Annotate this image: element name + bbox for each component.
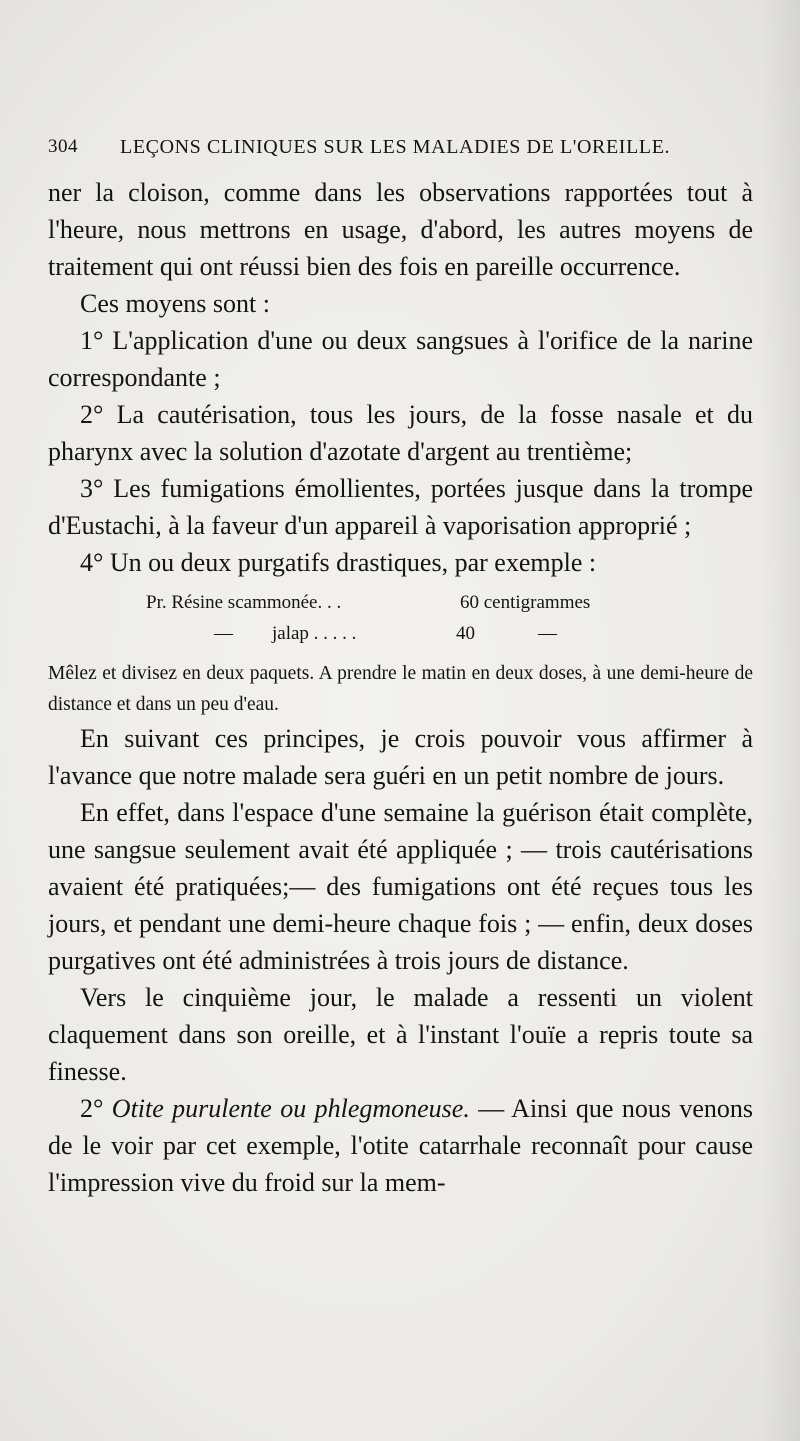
- note-text: Mêlez et divisez en deux paquets. A prendre le matin en deux doses, à une demi-heure de distance et dans un peu d'eau.: [48, 663, 753, 715]
- prescription-line-2: [48, 618, 753, 649]
- paragraph-9: Vers le cinquième jour, le malade a ressenti un violent claquement dans son oreille, et à l'instant l'ouïe a repris toute sa finesse.: [48, 983, 753, 1086]
- page-edge-shadow: [760, 0, 800, 1441]
- section-title: Otite purulente ou phlegmoneuse.: [111, 1094, 470, 1123]
- paragraph-1: ner la cloison, comme dans les observations rapportées tout à l'heure, nous mettrons en usage, d'abord, les autres moyens de traitement qui ont réussi bien des fois en pareille occurrence.: [48, 178, 753, 281]
- paragraph-8: En effet, dans l'espace d'une semaine la guérison était complète, une sangsue seulement avait été appliquée ; — trois cautérisations avaient été pratiquées;— des fumigations ont été reçues tous les jours, et pendant une demi-heure chaque fois ; — enfin, deux doses purgatives ont été administrées à trois jours de distance.: [48, 798, 753, 975]
- prescription-line-1: [48, 587, 753, 618]
- paragraph-5: 3° Les fumigations émollientes, portées jusque dans la trompe d'Eustachi, à la faveur d'un appareil à vaporisation approprié ;: [48, 474, 753, 540]
- prescription-amount-2: 40: [456, 623, 475, 644]
- prescription: [48, 587, 753, 649]
- paragraph-4: 2° La cautérisation, tous les jours, de la fosse nasale et du pharynx avec la solution d'azotate d'argent au trentième;: [48, 400, 753, 466]
- prescription-item-2: jalap . . . . .: [272, 623, 357, 644]
- prescription-amount-1: 60 centigrammes: [460, 592, 591, 613]
- paragraph-7: En suivant ces principes, je crois pouvoir vous affirmer à l'avance que notre malade sera guéri en un petit nombre de jours.: [48, 724, 753, 790]
- main-text: [48, 174, 753, 1201]
- prescription-item-1: Pr. Résine scammonée. . .: [146, 592, 342, 613]
- paragraph-3: 1° L'application d'une ou deux sangsues à l'orifice de la narine correspondante ;: [48, 326, 753, 392]
- page-number: 304: [48, 136, 78, 157]
- paragraph-6: 4° Un ou deux purgatifs drastiques, par exemple :: [80, 548, 597, 577]
- section-number: 2°: [80, 1094, 104, 1123]
- running-title: LEÇONS CLINIQUES SUR LES MALADIES DE L'OREILLE.: [120, 136, 671, 158]
- paragraph-10-text: — Ainsi que nous venons de le voir par cet exemple, l'otite catarrhale reconnaît pour cause l'impression vive du froid sur la mem-: [48, 1094, 754, 1197]
- paragraph-10: [48, 1090, 753, 1201]
- paragraph-2: Ces moyens sont :: [80, 289, 270, 318]
- running-header: [48, 136, 753, 166]
- prescription-ditto-1: —: [214, 623, 233, 644]
- prescription-note: [48, 658, 753, 720]
- prescription-ditto-2: —: [538, 623, 557, 644]
